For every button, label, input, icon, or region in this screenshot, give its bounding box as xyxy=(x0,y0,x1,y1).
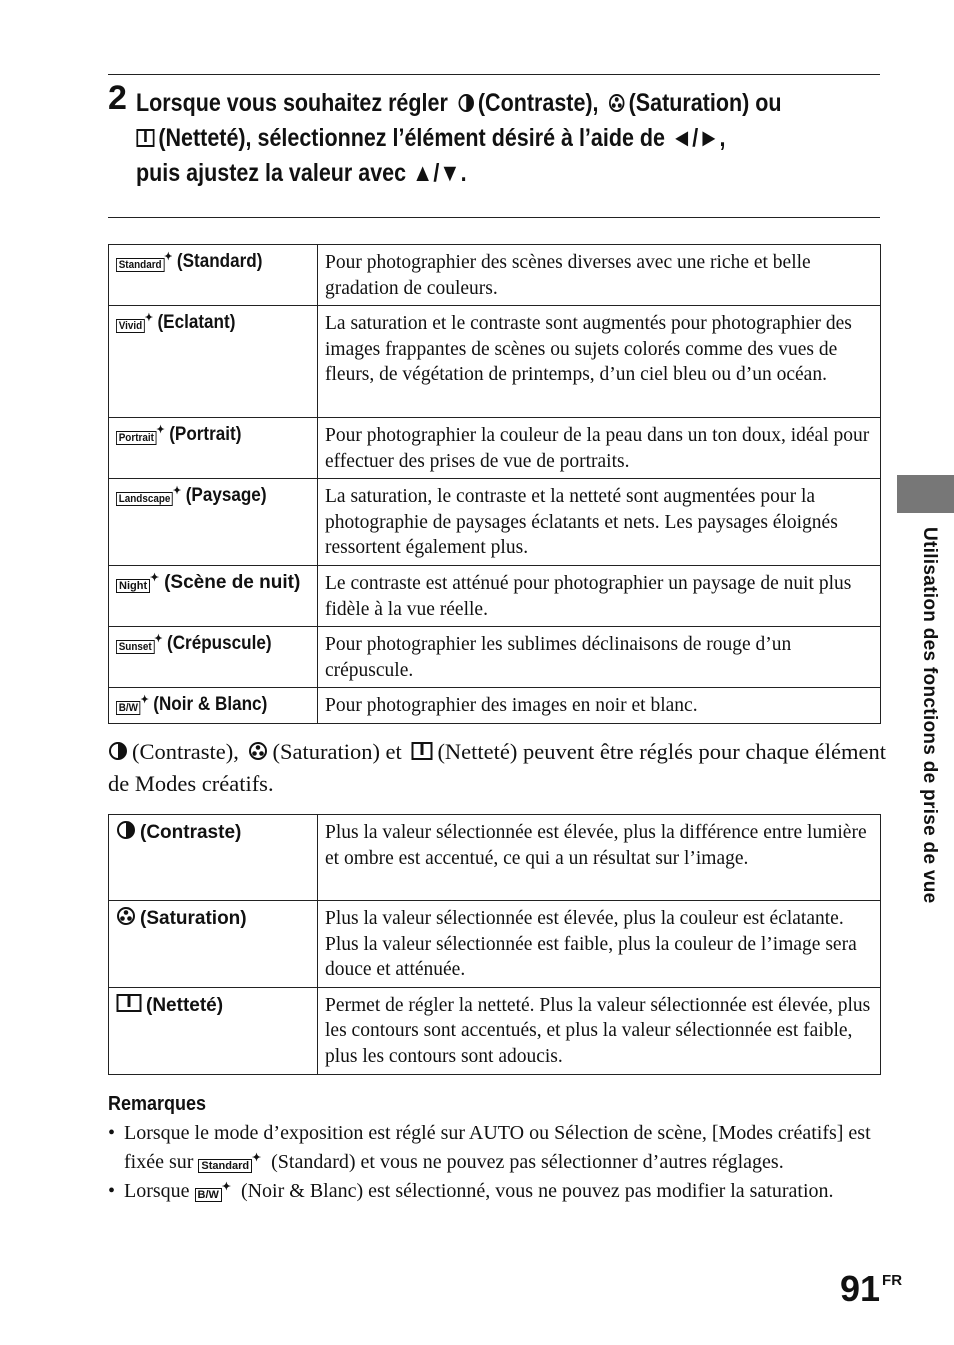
section-rule xyxy=(108,217,880,218)
page-number xyxy=(840,1268,902,1310)
mode-label: (Standard) xyxy=(176,251,263,272)
page-language: FR xyxy=(882,1272,903,1289)
vivid-mode-icon: Vivid ✦ xyxy=(116,319,145,333)
settings-table xyxy=(108,814,881,1075)
mode-desc: La saturation, le contraste et la netteté sont augmentées pour la photographie de paysages éclatants et nets. Les paysages éloignés ressortent également plus. xyxy=(318,479,881,566)
table-row xyxy=(109,566,881,627)
mode-desc: Pour photographier des images en noir et blanc. xyxy=(318,688,881,724)
paragraph-part: (Saturation) et xyxy=(272,739,402,764)
standard-mode-icon: Standard ✦ xyxy=(116,258,164,272)
mode-desc: Pour photographier des scènes diverses avec une riche et belle gradation de couleurs. xyxy=(318,245,881,306)
setting-desc: Plus la valeur sélectionnée est élevée, plus la différence entre lumière et ombre est accentué, ce qui a un résultat sur l’image. xyxy=(318,815,881,901)
list-item xyxy=(108,1119,880,1177)
chapter-tab xyxy=(897,475,954,513)
remark-text: (Noir & Blanc) est sélectionné, vous ne pouvez pas modifier la saturation. xyxy=(240,1180,834,1202)
table-row xyxy=(109,627,881,688)
step-line1-b: (Contraste), xyxy=(477,89,599,117)
contrast-icon xyxy=(108,741,128,761)
setting-desc: Permet de régler la netteté. Plus la valeur sélectionnée est élevée, plus les contours sont accentués, et plus la valeur sélectionnée est faible, plus les contours sont adoucis. xyxy=(318,987,881,1074)
step-line2: (Netteté), sélectionnez l’élément désiré à l’aide de ◄/►, xyxy=(158,124,726,152)
step-line1-c: (Saturation) ou xyxy=(628,89,782,117)
bw-mode-icon: B/W ✦ xyxy=(116,701,141,715)
saturation-icon xyxy=(248,741,268,761)
setting-label-cell xyxy=(109,901,318,988)
step-line3: puis ajustez la valeur avec ▲/▼. xyxy=(136,159,467,187)
top-rule xyxy=(108,74,880,75)
portrait-mode-icon: Portrait ✦ xyxy=(116,431,157,445)
step-line1-a: Lorsque vous souhaitez régler xyxy=(136,89,448,117)
paragraph-part: (Contraste), xyxy=(132,739,239,764)
mode-label: (Paysage) xyxy=(185,485,267,506)
chapter-title: Utilisation des fonctions de prise de vue xyxy=(919,527,940,904)
setting-label: (Contraste) xyxy=(140,822,242,843)
mode-label-cell xyxy=(109,479,318,566)
table-row xyxy=(109,901,881,988)
saturation-icon xyxy=(608,93,625,113)
contrast-icon xyxy=(116,820,136,840)
saturation-icon xyxy=(116,906,136,926)
step-number: 2 xyxy=(108,79,127,117)
remarks-title: Remarques xyxy=(108,1093,207,1115)
mode-label-cell xyxy=(109,418,318,479)
mode-desc: Le contraste est atténué pour photographier un paysage de nuit plus fidèle à la vue réelle. xyxy=(318,566,881,627)
mode-label: (Eclatant) xyxy=(157,312,236,333)
remark-text: (Standard) et vous ne pouvez pas sélectionner d’autres réglages. xyxy=(271,1151,784,1173)
mode-label: (Noir & Blanc) xyxy=(153,694,268,715)
remark-text: Lorsque xyxy=(124,1180,190,1202)
mode-label-cell xyxy=(109,566,318,627)
list-item xyxy=(108,1177,880,1206)
table-row xyxy=(109,815,881,901)
night-mode-icon: Night ✦ xyxy=(116,579,150,593)
setting-label-cell xyxy=(109,987,318,1074)
contrast-icon xyxy=(457,93,474,113)
remarks-list xyxy=(108,1119,880,1206)
step-text xyxy=(136,86,781,191)
standard-mode-icon: Standard ✦ xyxy=(198,1159,252,1173)
mode-label-cell xyxy=(109,245,318,306)
remark-text: Lorsque le mode d’exposition est réglé sur AUTO ou Sélection de scène, [Modes créatifs] est fixée sur xyxy=(124,1122,871,1173)
table-row xyxy=(109,245,881,306)
setting-label-cell xyxy=(109,815,318,901)
mode-label-cell xyxy=(109,306,318,418)
mode-label: (Scène de nuit) xyxy=(164,572,301,593)
settings-paragraph xyxy=(108,736,888,800)
page-number-value: 91 xyxy=(840,1268,881,1309)
sharpness-icon xyxy=(136,128,155,148)
setting-label: (Netteté) xyxy=(146,994,224,1016)
mode-label: (Crépuscule) xyxy=(167,633,272,654)
mode-desc: La saturation et le contraste sont augmentés pour photographier des images frappantes de scènes ou sujets colorés comme des vues de fleurs, de végétation de printemps, d’un ciel bleu ou d’un océan. xyxy=(318,306,881,418)
table-row xyxy=(109,987,881,1074)
mode-label: (Portrait) xyxy=(169,424,242,445)
creative-modes-table xyxy=(108,244,881,724)
mode-label-cell xyxy=(109,627,318,688)
setting-label: (Saturation) xyxy=(140,908,247,929)
table-row xyxy=(109,688,881,724)
landscape-mode-icon: Landscape ✦ xyxy=(116,492,173,506)
table-row xyxy=(109,479,881,566)
setting-desc: Plus la valeur sélectionnée est élevée, plus la couleur est éclatante. Plus la valeur sélectionnée est faible, plus la couleur de l’image sera douce et atténuée. xyxy=(318,901,881,988)
mode-desc: Pour photographier les sublimes déclinaisons de rouge d’un crépuscule. xyxy=(318,627,881,688)
sunset-mode-icon: Sunset ✦ xyxy=(116,640,154,654)
mode-desc: Pour photographier la couleur de la peau dans un ton doux, idéal pour effectuer des prises de vue de portraits. xyxy=(318,418,881,479)
bw-mode-icon: B/W ✦ xyxy=(195,1188,222,1202)
sharpness-icon xyxy=(411,741,433,761)
mode-label-cell xyxy=(109,688,318,724)
paragraph-part: (Netteté) peuvent être réglés pour chaque élément de Modes créatifs. xyxy=(108,739,886,796)
table-row xyxy=(109,418,881,479)
sharpness-icon xyxy=(116,993,142,1013)
table-row xyxy=(109,306,881,418)
